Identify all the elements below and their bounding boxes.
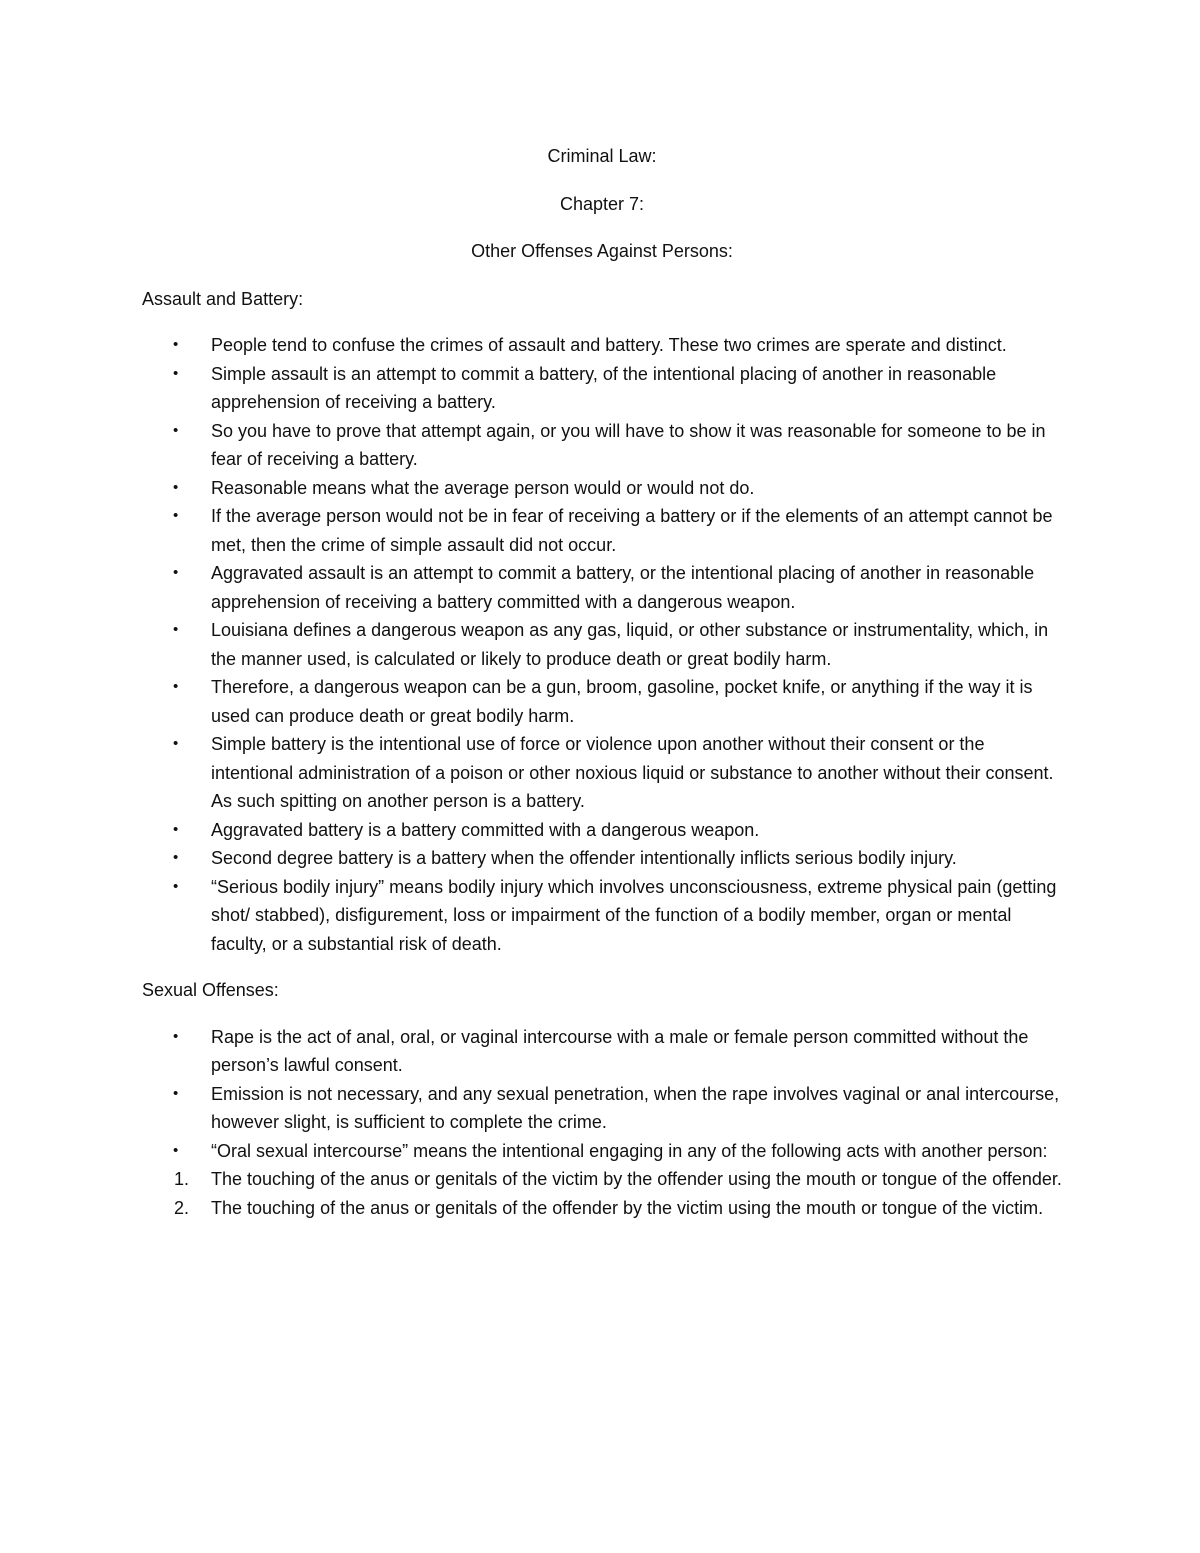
- list-number: 1.: [174, 1169, 190, 1189]
- bullet-icon: •: [173, 478, 179, 496]
- bullet-icon: •: [173, 1027, 179, 1045]
- bullet-icon: •: [173, 421, 179, 439]
- section-title-assault-battery: Assault and Battery:: [142, 288, 304, 309]
- bullet-icon: •: [173, 336, 179, 353]
- bullet-list-sexual-offenses: [142, 1023, 1062, 1166]
- bullet-icon: •: [173, 735, 179, 752]
- bullet-icon: •: [173, 1084, 179, 1102]
- list-item: • So you have to prove that attempt again, or you will have to show it was reasonable for someone to be in fear of receiving a battery.: [142, 417, 1062, 474]
- list-number: 2.: [174, 1197, 190, 1218]
- list-item: • Aggravated battery is a battery committed with a dangerous weapon.: [142, 816, 1062, 845]
- list-item: • Second degree battery is a battery when the offender intentionally inflicts serious bodily injury.: [142, 844, 1062, 873]
- list-item: • Louisiana defines a dangerous weapon as any gas, liquid, or other substance or instrumentality, which, in the manner used, is calculated or likely to produce death or great bodily harm.: [142, 616, 1062, 673]
- chapter-subtitle: Other Offenses Against Persons:: [471, 241, 733, 261]
- list-item: 1. The touching of the anus or genitals of the victim by the offender using the mouth or tongue of the offender.: [142, 1165, 1062, 1194]
- bullet-icon: •: [173, 364, 179, 382]
- section-title-sexual-offenses: Sexual Offenses:: [142, 980, 279, 1000]
- list-item: • If the average person would not be in fear of receiving a battery or if the elements of an attempt cannot be met, then the crime of simple assault did not occur.: [142, 502, 1062, 559]
- list-item: 2. The touching of the anus or genitals of the offender by the victim using the mouth or tongue of the victim.: [142, 1194, 1062, 1223]
- list-item: • “Oral sexual intercourse” means the intentional engaging in any of the following acts with another person:: [142, 1137, 1062, 1166]
- bullet-icon: •: [173, 820, 179, 838]
- list-item: • “Serious bodily injury” means bodily injury which involves unconsciousness, extreme physical pain (getting shot/ stabbed), disfigurement, loss or impairment of the function of a bodily member, organ or mental faculty, or a substantial risk of death.: [142, 873, 1062, 959]
- list-item: • Aggravated assault is an attempt to commit a battery, or the intentional placing of another in reasonable apprehension of receiving a battery committed with a dangerous weapon.: [142, 559, 1062, 616]
- bullet-icon: •: [173, 507, 179, 524]
- numbered-list-oral-acts: [142, 1165, 1062, 1222]
- list-item: • Simple assault is an attempt to commit a battery, of the intentional placing of another in reasonable apprehension of receiving a battery.: [142, 360, 1062, 417]
- list-item: • Therefore, a dangerous weapon can be a gun, broom, gasoline, pocket knife, or anything if the way it is used can produce death or great bodily harm.: [142, 673, 1062, 730]
- bullet-icon: •: [173, 678, 179, 695]
- list-item: • Emission is not necessary, and any sexual penetration, when the rape involves vaginal or anal intercourse, however slight, is sufficient to complete the crime.: [142, 1080, 1062, 1137]
- bullet-icon: •: [173, 877, 179, 895]
- document-title: Criminal Law:: [547, 146, 657, 166]
- list-item: • Rape is the act of anal, oral, or vaginal intercourse with a male or female person committed without the person’s lawful consent.: [142, 1023, 1062, 1080]
- bullet-icon: •: [173, 564, 179, 581]
- list-item: • Reasonable means what the average person would or would not do.: [142, 474, 1062, 503]
- list-item: • People tend to confuse the crimes of assault and battery. These two crimes are sperate and distinct.: [142, 331, 1062, 360]
- list-item: • Simple battery is the intentional use of force or violence upon another without their consent or the intentional administration of a poison or other noxious liquid or substance to another without their consent. As such spitting on another person is a battery.: [142, 730, 1062, 816]
- bullet-icon: •: [173, 849, 179, 866]
- chapter-heading: Chapter 7:: [559, 193, 645, 214]
- bullet-icon: •: [173, 621, 179, 638]
- document-body: [142, 142, 1062, 1240]
- bullet-icon: •: [173, 1141, 179, 1159]
- bullet-list-assault-battery: [142, 331, 1062, 958]
